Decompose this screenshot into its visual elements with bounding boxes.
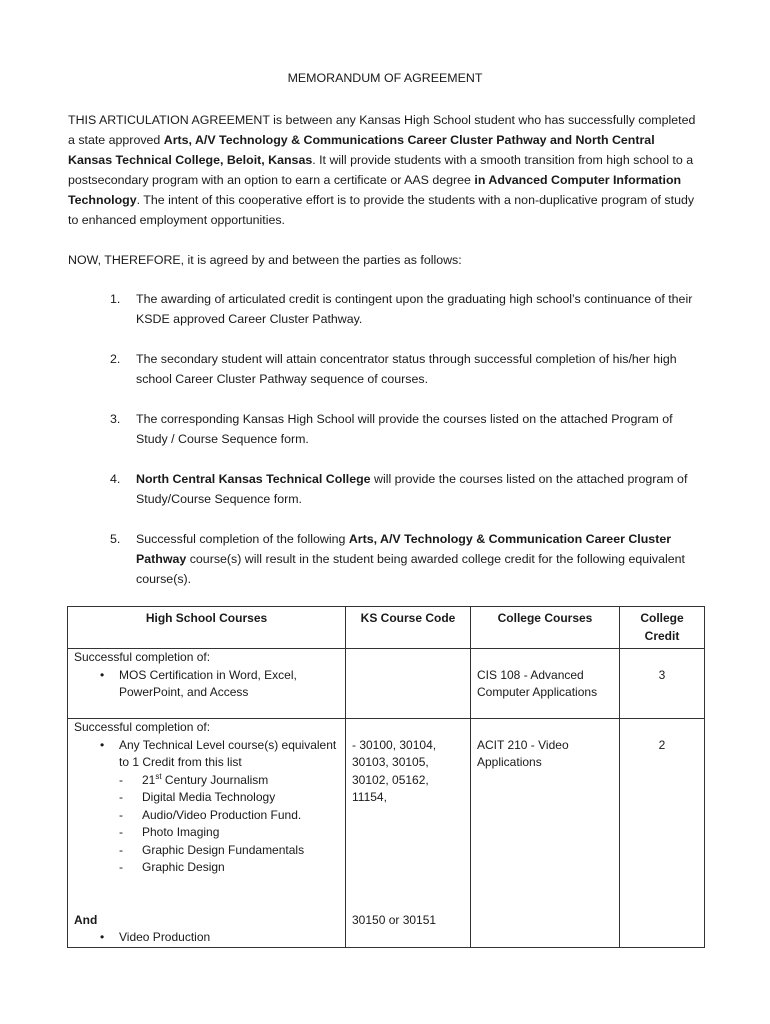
intro-text-3: . The intent of this cooperative effort is to provide the students with a non-duplicative program of study to enhanced employment opportunities. — [68, 193, 695, 227]
intro-text-2: . It will provide students with a smooth transition from high school to a postsecondary program with an option to earn a certificate or AAS degree — [68, 153, 694, 187]
header-ks-course-code: KS Course Code — [346, 607, 471, 649]
item-text: The corresponding Kansas High School will provide the courses listed on the attached Program of Study / Course Sequence form. — [136, 412, 673, 446]
item-text: course(s) will result in the student being awarded college credit for the following equivalent course(s). — [136, 552, 685, 586]
cell-intro-text: Successful completion of: — [74, 650, 211, 664]
intro-text-1: THIS ARTICULATION AGREEMENT is between any Kansas High School student who has successfully completed a state approved — [68, 113, 696, 147]
course-code-text: - 30100, 30104, 30103, 30105, 30102, 05162, 11154, — [352, 737, 437, 804]
college-course-text: ACIT 210 - Video Applications — [477, 737, 569, 769]
table-row — [68, 649, 705, 719]
item-text-pre: Successful completion of the following — [136, 532, 349, 546]
cell-high-school-courses — [68, 719, 346, 948]
cell-high-school-courses — [68, 649, 346, 719]
cell-college-courses — [471, 719, 620, 948]
cell-college-credit — [620, 719, 705, 948]
header-college-courses: College Courses — [471, 607, 620, 649]
credit-value: 3 — [658, 667, 666, 682]
list-item — [110, 469, 700, 509]
cell-college-courses — [471, 649, 620, 719]
bullet-item: • Video Production — [74, 929, 339, 947]
item-text: The awarding of articulated credit is contingent upon the graduating high school’s continuance of their KSDE approved Career Cluster Pathway. — [136, 292, 693, 326]
now-therefore-paragraph: NOW, THEREFORE, it is agreed by and between the parties as follows: — [68, 253, 462, 267]
ordinal-suffix: st — [155, 771, 162, 781]
ordinal-number: 21 — [142, 772, 156, 787]
item-number: 1. — [110, 292, 121, 306]
credit-value: 2 — [658, 737, 666, 752]
college-course-text: CIS 108 - Advanced Computer Applications — [477, 667, 598, 699]
list-item — [110, 289, 700, 329]
dash-item: - Photo Imaging — [74, 824, 339, 842]
list-item — [110, 529, 700, 589]
item-number: 4. — [110, 472, 121, 486]
item-number: 3. — [110, 412, 121, 426]
bullet-item: • MOS Certification in Word, Excel, PowerPoint, and Access — [74, 667, 339, 702]
item-number: 5. — [110, 532, 121, 546]
intro-bold-2: in Advanced Computer Information Technology — [68, 173, 682, 207]
item-number: 2. — [110, 352, 121, 366]
item-bold-text: North Central Kansas Technical College — [136, 472, 371, 486]
dash-item: - Graphic Design Fundamentals — [74, 842, 339, 860]
cell-intro-text: Successful completion of: — [74, 720, 211, 734]
cell-ks-course-code — [346, 719, 471, 948]
list-item — [110, 349, 700, 389]
dash-item — [74, 772, 339, 790]
dash-item-text: Century Journalism — [161, 772, 269, 787]
table-header-row — [68, 607, 705, 649]
document-title: MEMORANDUM OF AGREEMENT — [287, 71, 483, 85]
dash-item: - Digital Media Technology — [74, 789, 339, 807]
cell-college-credit — [620, 649, 705, 719]
agreement-list — [110, 289, 700, 609]
and-label: And — [74, 912, 98, 927]
course-code-text-2: 30150 or 30151 — [352, 912, 437, 927]
header-high-school-courses: High School Courses — [68, 607, 346, 649]
bullet-item: • Any Technical Level course(s) equivalent to 1 Credit from this list — [74, 737, 339, 772]
item-bold-text: Arts, A/V Technology & Communication Career Cluster Pathway — [136, 532, 672, 566]
header-college-credit: College Credit — [620, 607, 705, 649]
cell-ks-course-code — [346, 649, 471, 719]
intro-paragraph — [68, 110, 696, 230]
item-text: The secondary student will attain concentrator status through successful completion of his/her high school Career Cluster Pathway sequence of courses. — [136, 352, 677, 386]
course-equivalency-table — [67, 606, 705, 948]
intro-bold-1: Arts, A/V Technology & Communications Career Cluster Pathway and North Central Kansas Technical College, Beloit, Kansas — [68, 133, 655, 167]
item-text: will provide the courses listed on the attached program of Study/Course Sequence form. — [136, 472, 688, 506]
list-item — [110, 409, 700, 449]
spacer — [352, 807, 464, 912]
table-row — [68, 719, 705, 948]
dash-item: - Graphic Design — [74, 859, 339, 877]
dash-item: - Audio/Video Production Fund. — [74, 807, 339, 825]
spacer — [74, 877, 339, 912]
